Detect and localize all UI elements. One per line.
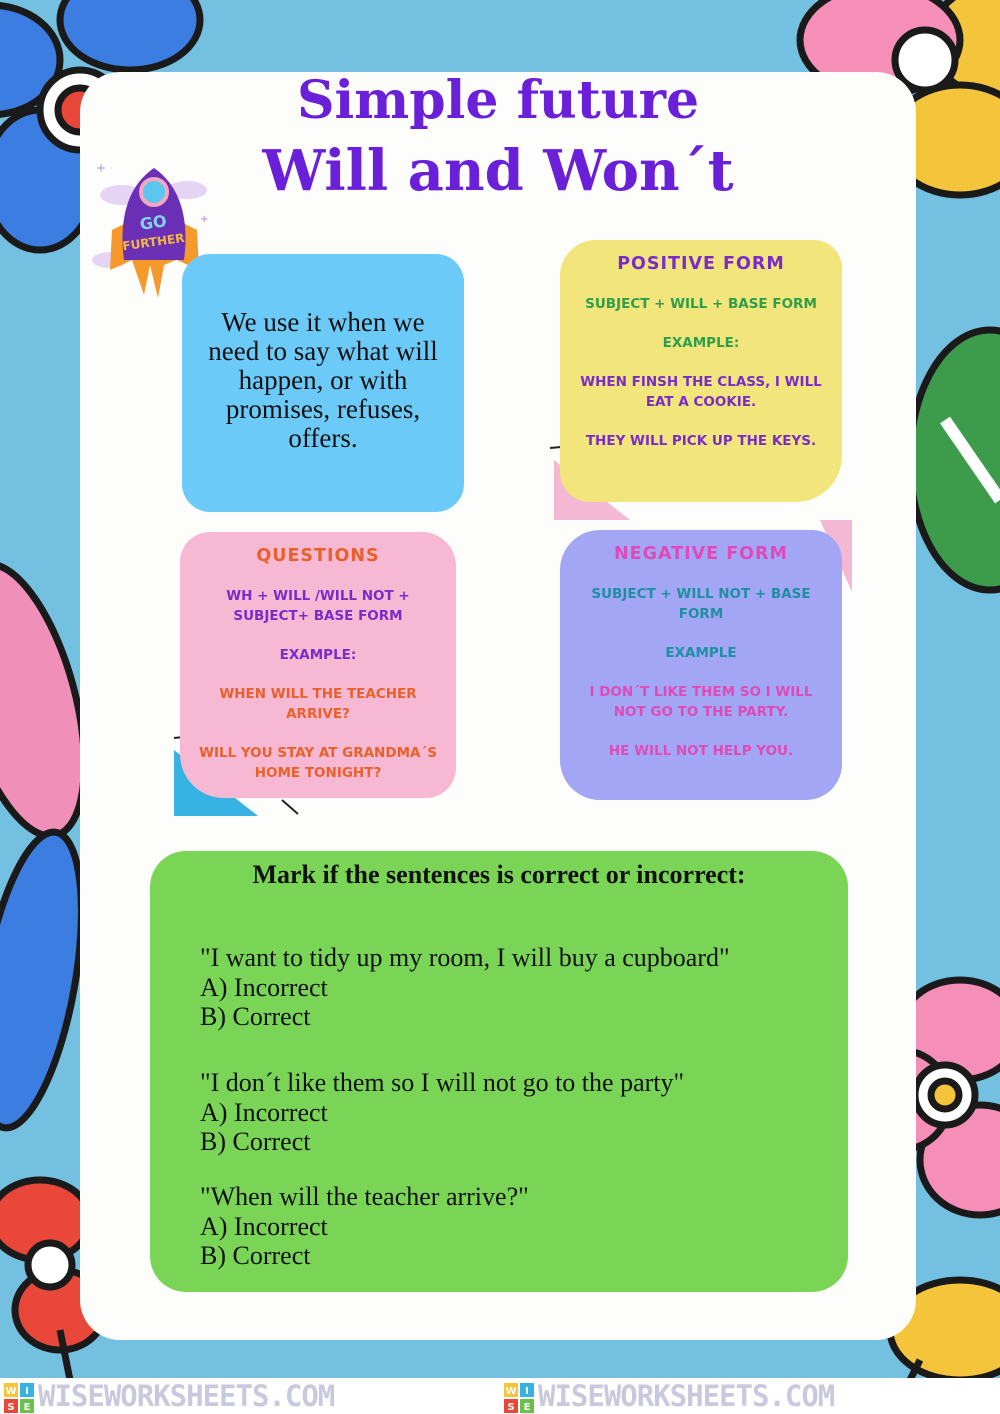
watermark-text: WISEWORKSHEETS.COM [538, 1379, 835, 1413]
option-a-incorrect[interactable]: A) Incorrect [200, 972, 328, 1002]
negative-heading: NEGATIVE FORM [614, 544, 788, 564]
question-item [200, 1182, 529, 1271]
page-title-line-2: Will and Won´t [262, 138, 734, 204]
positive-example-label: EXAMPLE: [662, 335, 740, 351]
questions-example-label: EXAMPLE: [279, 647, 357, 663]
logo-letter: E [523, 1402, 531, 1413]
negative-example-1: I DON´T LIKE THEM SO I WILL NOT GO TO THE PARTY. [589, 684, 813, 720]
badge-text-go: GO [138, 211, 168, 234]
option-b-correct[interactable]: B) Correct [200, 1127, 311, 1156]
logo-letter: S [507, 1402, 515, 1413]
exercise-instruction: Mark if the sentences is correct or incorrect: [252, 860, 746, 889]
logo-letter: I [525, 1386, 529, 1397]
intro-text: We use it when we need to say what will happen, or with promises, refuses, offers. [208, 307, 438, 453]
positive-rule: SUBJECT + WILL + BASE FORM [585, 296, 817, 312]
questions-rule: WH + WILL /WILL NOT + SUBJECT+ BASE FORM [226, 588, 410, 624]
questions-example-2: WILL YOU STAY AT GRANDMA´S HOME TONIGHT? [199, 745, 437, 781]
wiseworksheets-logo-icon [504, 1383, 534, 1413]
wiseworksheets-logo-icon [4, 1383, 34, 1413]
logo-letter: W [5, 1386, 17, 1397]
question-sentence: "I want to tidy up my room, I will buy a cupboard" [200, 943, 730, 972]
positive-example-2: THEY WILL PICK UP THE KEYS. [585, 433, 817, 449]
option-b-correct[interactable]: B) Correct [200, 1241, 311, 1270]
positive-form-box [560, 240, 842, 502]
svg-text:+: + [200, 214, 209, 225]
negative-example-label: EXAMPLE [665, 645, 737, 661]
question-sentence: "When will the teacher arrive?" [200, 1182, 529, 1211]
questions-example-1: WHEN WILL THE TEACHER ARRIVE? [219, 686, 417, 722]
negative-example-2: HE WILL NOT HELP YOU. [608, 743, 794, 759]
questions-heading: QUESTIONS [256, 546, 380, 566]
intro-box [182, 254, 464, 512]
logo-letter: S [7, 1402, 15, 1413]
logo-letter: W [505, 1386, 517, 1397]
logo-letter: I [25, 1386, 29, 1397]
svg-text:+: + [96, 161, 107, 175]
watermark-text: WISEWORKSHEETS.COM [38, 1379, 335, 1413]
option-b-correct[interactable]: B) Correct [200, 1002, 311, 1031]
badge-text-further: FURTHER [121, 230, 186, 254]
question-sentence: "I don´t like them so I will not go to the party" [200, 1068, 685, 1097]
negative-rule: SUBJECT + WILL NOT + BASE FORM [591, 586, 811, 622]
option-a-incorrect[interactable]: A) Incorrect [200, 1097, 328, 1127]
positive-example-1: WHEN FINSH THE CLASS, I WILL EAT A COOKIE. [580, 374, 822, 410]
question-item [200, 1068, 684, 1157]
question-item [200, 943, 730, 1032]
option-a-incorrect[interactable]: A) Incorrect [200, 1211, 328, 1241]
questions-box [180, 532, 456, 798]
logo-letter: E [23, 1402, 31, 1413]
page-title-line-1: Simple future [296, 70, 700, 131]
positive-heading: POSITIVE FORM [617, 254, 785, 274]
negative-form-box [560, 530, 842, 800]
